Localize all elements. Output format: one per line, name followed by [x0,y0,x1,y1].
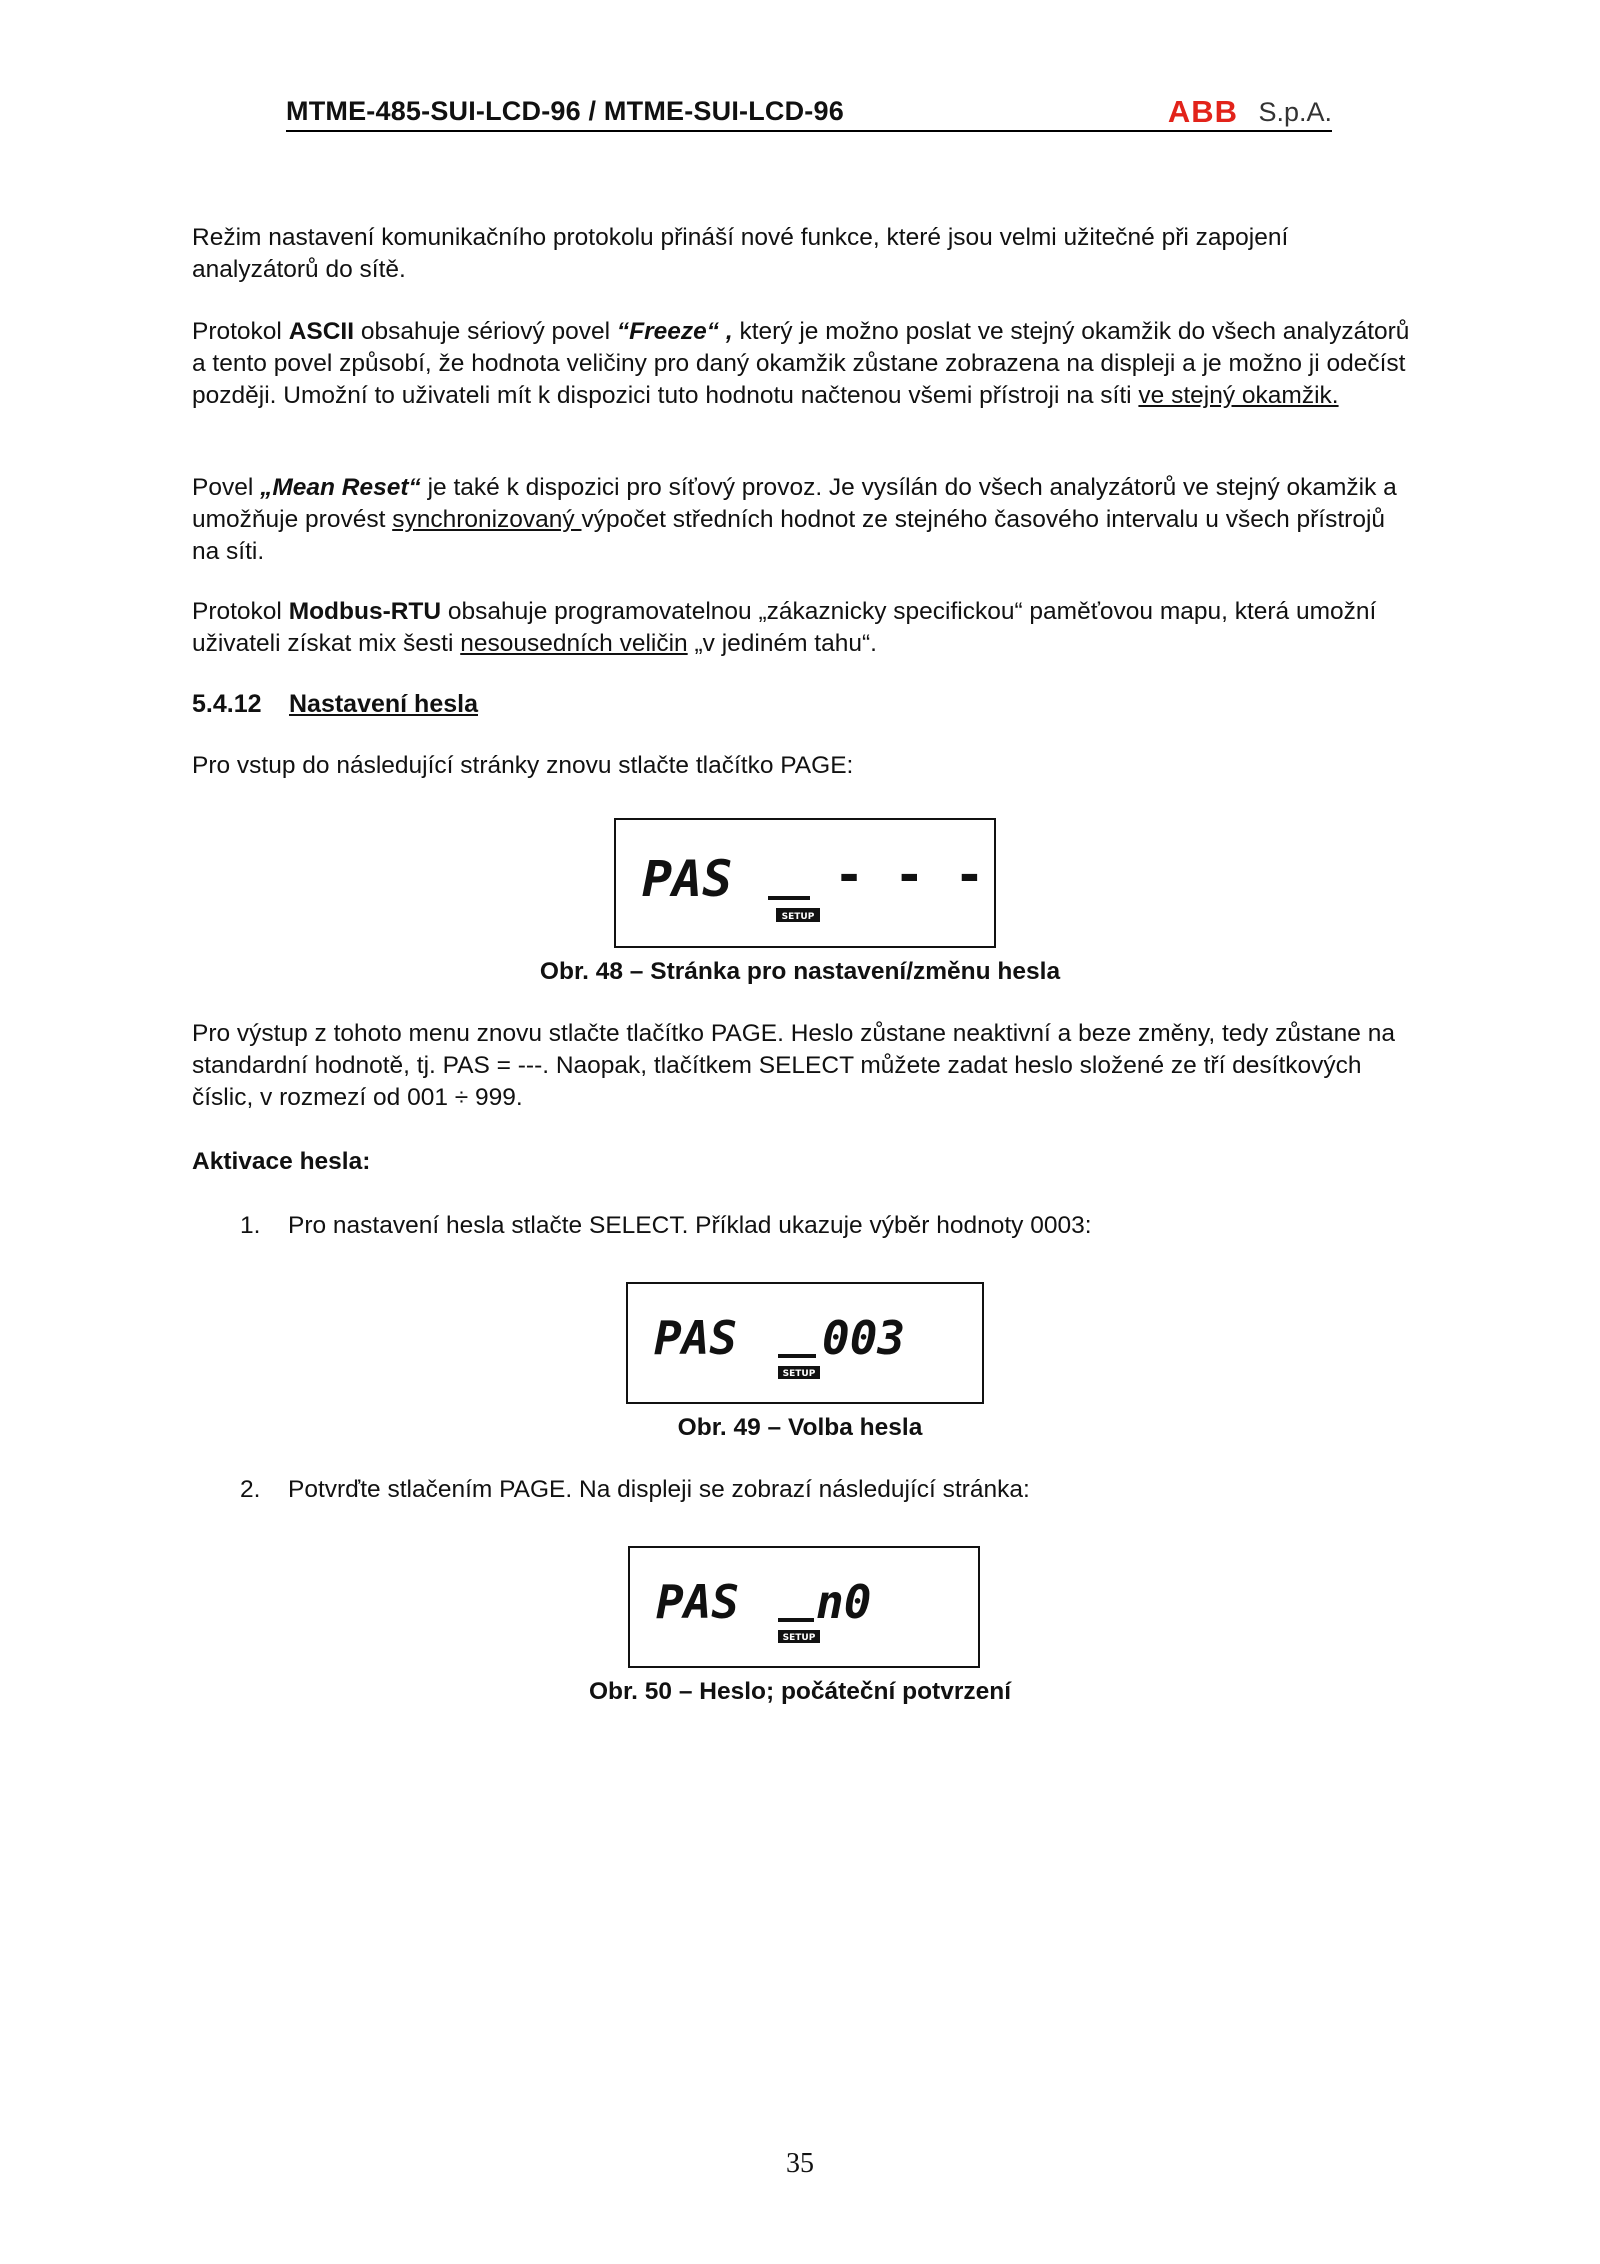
page-header [286,96,1332,132]
lcd-display-pas-no [628,1546,980,1668]
ascii-paragraph [192,316,1412,412]
mean-text-a: Povel [192,474,261,501]
modbus-term: Modbus-RTU [288,598,442,625]
header-company: S.p.A. [1258,97,1332,127]
setup-badge: SETUP [782,1633,816,1643]
section-title: Nastavení hesla [289,690,478,718]
lcd-graphic [630,1548,978,1666]
header-title: MTME-485-SUI-LCD-96 / MTME-SUI-LCD-96 [286,96,844,126]
list-marker: 2. [240,1476,261,1503]
lcd-display-pas-dashes [614,818,996,948]
freeze-command: “Freeze“ , [616,318,733,345]
lcd-graphic [628,1284,982,1402]
section-number: 5.4.12 [192,690,262,718]
lcd-right-text: 003 [822,1311,906,1365]
ascii-text-a: Protokol [192,318,289,345]
figure-caption-50: Obr. 50 – Heslo; počáteční potvrzení [588,1678,1012,1705]
exit-menu-paragraph: Pro výstup z tohoto menu znovu stlačte tlačítko PAGE. Heslo zůstane neaktivní a beze změny, tedy zůstane na standardní hodnotě, tj. PAS = ---. Naopak, tlačítkem SELECT můžete zadat heslo složené ze tří desítkových číslic, v rozmezí od 001 ÷ 999. [192,1020,1395,1111]
list-text: Pro nastavení hesla stlačte SELECT. Příklad ukazuje výběr hodnoty 0003: [288,1212,1092,1239]
setup-badge: SETUP [781,912,815,922]
setup-badge: SETUP [782,1369,816,1379]
same-moment-underlined: ve stejný okamžik. [1138,382,1339,409]
lcd-right-text: n0 [816,1575,872,1629]
list-item [192,1474,1412,1506]
list-item [192,1210,1412,1242]
list-marker: 1. [240,1212,261,1239]
section-heading [192,690,478,719]
modbus-text-c: obsahuje programovatelnou „zákaznicky specifickou“ paměťovou mapu, která umožní uživateli získat mix šesti [192,598,1377,657]
synchronized-underlined: synchronizovaný [392,506,582,533]
modbus-text-a: Protokol [192,598,289,625]
modbus-paragraph [192,596,1412,660]
ascii-text-e: který je možno poslat ve stejný okamžik do všech analyzátorů a tento povel způsobí, že hodnota veličiny pro daný okamžik zůstane zobrazena na displeji a je možno ji odečíst později. Umožní to uživateli mít k dispozici tuto hodnotu načtenou všemi přístroji na síti [192,318,1410,409]
modbus-text-e: „v jediném tahu“. [687,630,877,657]
lcd-left-text: PAS [656,1575,740,1629]
figure-caption-49: Obr. 49 – Volba hesla [677,1414,923,1441]
mean-reset-paragraph [192,472,1412,568]
lcd-left-text: PAS [654,1311,738,1365]
abb-logo: ABB [1167,94,1238,129]
list-text: Potvrďte stlačením PAGE. Na displeji se zobrazí následující stránka: [288,1476,1030,1503]
activation-subheading: Aktivace hesla: [192,1148,371,1175]
lcd-display-pas-003 [626,1282,984,1404]
figure-caption-48: Obr. 48 – Stránka pro nastavení/změnu hesla [539,958,1061,985]
lcd-right-text: - - - [834,846,985,904]
lcd-left-text: PAS [642,850,733,908]
mean-reset-command: „Mean Reset“ [260,474,421,501]
lcd-graphic [616,820,994,946]
page-number: 35 [786,2148,814,2179]
non-adjacent-underlined: nesousedních veličin [460,630,688,657]
ascii-term: ASCII [288,318,355,345]
ascii-text-c: obsahuje sériový povel [354,318,617,345]
mean-text-c: je také k dispozici pro síťový provoz. Je vysílán do všech analyzátorů ve stejný okamžik a umožňuje provést [192,474,1397,533]
mean-text-e: výpočet středních hodnot ze stejného časového intervalu u všech přístrojů na síti. [192,506,1386,565]
enter-page-paragraph: Pro vstup do následující stránky znovu stlačte tlačítko PAGE: [192,752,854,779]
intro-paragraph: Režim nastavení komunikačního protokolu přináší nové funkce, které jsou velmi užitečné při zapojení analyzátorů do sítě. [192,224,1289,283]
